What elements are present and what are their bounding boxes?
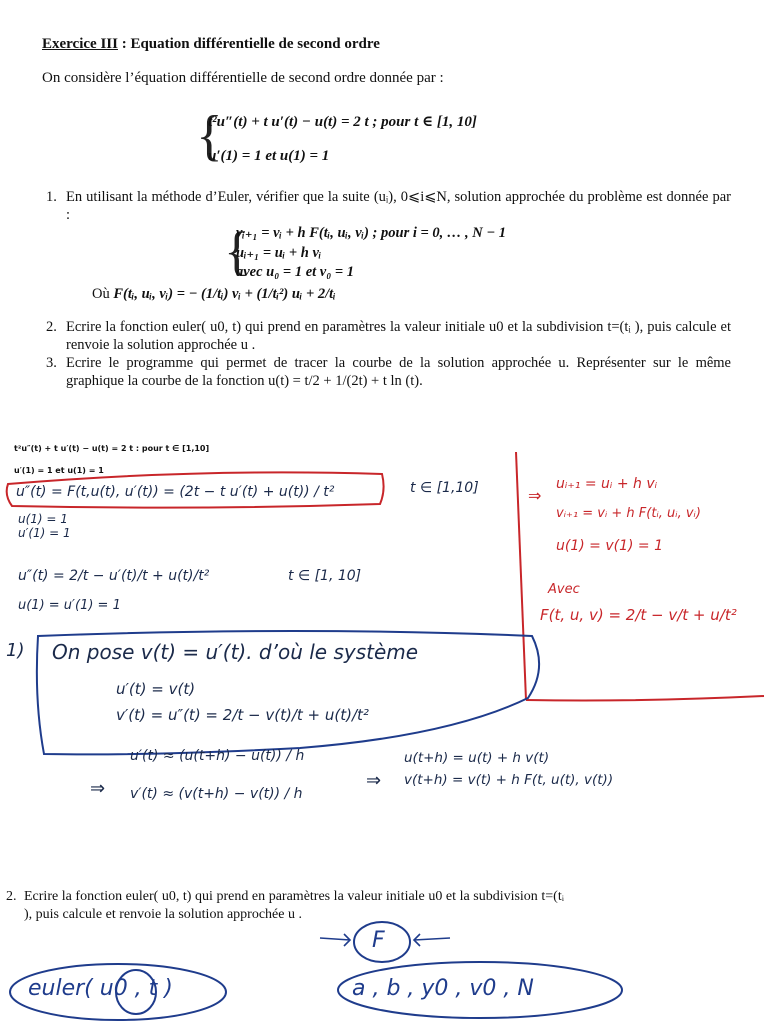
question-1-number: 1.	[46, 189, 57, 205]
scheme-line-init: avec u₀ = 1 et v₀ = 1	[236, 264, 355, 280]
note-init-u: u(1) = 1	[18, 512, 68, 526]
bottom-euler-call: euler( u0 , t )	[28, 976, 173, 1001]
note-domain-1: t ∈ [1,10]	[410, 480, 479, 496]
note-equation-2: u″(t) = 2/t − u′(t)/t + u(t)/t²	[18, 568, 210, 584]
question-1-text: En utilisant la méthode d’Euler, vérifier que la suite (uᵢ), 0⩽i⩽N, solution approchée du problème est donnée par :	[66, 189, 731, 223]
note-system-a: u′(t) = v(t)	[116, 680, 196, 698]
bottom-F-label: F	[372, 928, 385, 953]
exercise-intro: On considère l’équation différentielle de second ordre donnée par :	[42, 70, 444, 86]
bottom-params: a , b , y0 , v0 , N	[352, 976, 534, 1001]
pasted-initial-line: u′(1) = 1 et u(1) = 1	[14, 466, 104, 475]
note-domain-2: t ∈ [1, 10]	[288, 568, 362, 584]
system-brace: {	[196, 105, 223, 167]
note-boxed-equation: u″(t) = F(t,u(t), u′(t)) = (2t − t u′(t) + u(t)) / t²	[16, 484, 335, 500]
formula-prefix: Où	[92, 286, 114, 302]
note-arrow-2: ⇒	[366, 770, 382, 791]
exercise-subtitle: : Equation différentielle de second ordre	[117, 36, 380, 52]
repeat-question-2	[6, 888, 564, 924]
note-approx-b: v′(t) ≈ (v(t+h) − v(t)) / h	[130, 786, 303, 802]
arrow-into-F-right	[414, 934, 450, 946]
question-3-number: 3.	[46, 355, 57, 371]
repeat-question-2-text: Ecrire la fonction euler( u0, t) qui prend en paramètres la valeur initiale u0 et la subdivision t=(tᵢ ), puis calcule et renvoie la solution approchée u .	[24, 889, 564, 922]
note-on-pose: On pose v(t) = u′(t). d’où le système	[52, 640, 419, 664]
main-equation: t²u″(t) + t u′(t) − u(t) = 2 t ; pour t ∈ [1, 10]	[208, 114, 477, 130]
red-separator-vertical	[516, 452, 526, 700]
scheme-line-u: uᵢ₊₁ = uᵢ + h vᵢ	[236, 245, 322, 261]
note-system-b: v′(t) = u″(t) = 2/t − v(t)/t + u(t)/t²	[116, 706, 369, 724]
red-scheme-v: vᵢ₊₁ = vᵢ + h F(tᵢ, uᵢ, vᵢ)	[556, 506, 701, 521]
formula-F: F(tᵢ, uᵢ, vᵢ) = − (1/tᵢ) vᵢ + (1/tᵢ²) uᵢ + 2/tᵢ	[113, 286, 336, 302]
arrow-into-F-left	[320, 934, 350, 946]
pasted-equation-line: t²u″(t) + t u′(t) − u(t) = 2 t : pour t ∈ [1,10]	[14, 444, 210, 453]
note-init-du: u′(1) = 1	[18, 526, 71, 540]
red-separator-horizontal	[526, 696, 764, 701]
red-scheme-init: u(1) = v(1) = 1	[556, 538, 663, 554]
note-arrow-1: ⇒	[90, 778, 106, 799]
question-3-text: Ecrire le programme qui permet de tracer la courbe de la solution approchée u. Représenter sur le même graphique la courbe de la fonction u(t) = t/2 + 1/(2t) + t ln (t).	[66, 355, 731, 389]
red-scheme-u: uᵢ₊₁ = uᵢ + h vᵢ	[556, 476, 658, 492]
note-approx-a: u′(t) ≈ (u(t+h) − u(t)) / h	[130, 748, 305, 764]
question-2-number: 2.	[46, 319, 57, 335]
red-avec: Avec	[548, 582, 580, 597]
exercise-number: Exercice III	[42, 36, 118, 52]
scheme-line-v: vᵢ₊₁ = vᵢ + h F(tᵢ, uᵢ, vᵢ) ; pour i = 0, … , N − 1	[236, 225, 507, 241]
scheme-brace: {	[224, 221, 250, 281]
red-arrow: ⇒	[528, 486, 542, 505]
red-F-definition: F(t, u, v) = 2/t − v/t + u/t²	[540, 606, 737, 624]
initial-conditions: u′(1) = 1 et u(1) = 1	[208, 148, 330, 164]
note-result-a: u(t+h) = u(t) + h v(t)	[404, 750, 550, 766]
note-step-label: 1)	[6, 640, 25, 661]
question-2-text: Ecrire la fonction euler( u0, t) qui prend en paramètres la valeur initiale u0 et la subdivision t=(tᵢ ), puis calcule et renvoie la solution approchée u .	[66, 319, 731, 353]
repeat-question-2-number: 2.	[6, 889, 17, 904]
note-result-b: v(t+h) = v(t) + h F(t, u(t), v(t))	[404, 772, 614, 788]
note-init-2: u(1) = u′(1) = 1	[18, 598, 121, 613]
